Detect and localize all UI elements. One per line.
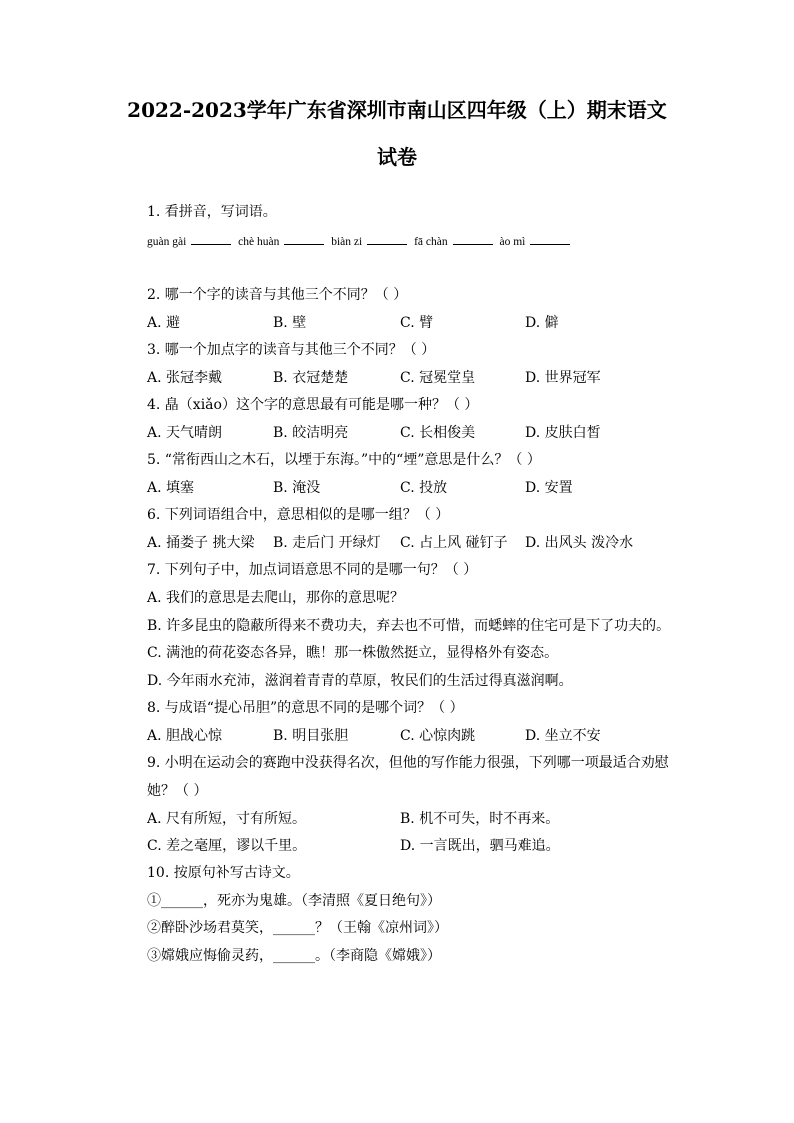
question-4-option-c: C. 长相俊美	[400, 425, 476, 441]
question-7-option-c: C. 满池的荷花姿态各异，瞧！那一株傲然挺立，显得格外有姿态。	[147, 645, 559, 661]
question-7-option-d: D. 今年雨水充沛，滋润着青青的草原，牧民们的生活过得真滋润啊。	[147, 673, 573, 689]
question-7-option-a: A. 我们的意思是去爬山，那你的意思呢？	[147, 590, 405, 606]
answer-blank-2	[284, 232, 324, 245]
question-5-option-c: C. 投放	[400, 480, 448, 496]
question-5-option-a: A. 填塞	[147, 480, 195, 496]
question-2-option-a: A. 避	[147, 315, 181, 331]
question-1-pinyin-row	[147, 232, 574, 252]
question-1-stem: 1. 看拼音，写词语。	[147, 204, 277, 220]
answer-blank-5	[530, 232, 570, 245]
question-8-option-a: A. 胆战心惊	[147, 728, 223, 744]
question-6-option-b: B. 走后门 开绿灯	[273, 535, 381, 551]
question-8-stem: 8. 与成语“提心吊胆”的意思不同的是哪个词？（ ）	[147, 700, 464, 716]
pinyin-2: chè huàn	[238, 236, 280, 248]
question-4-option-b: B. 皎洁明亮	[273, 425, 349, 441]
exam-title-line2: 试卷	[377, 145, 417, 169]
question-2-option-c: C. 臂	[400, 315, 434, 331]
question-8-option-c: C. 心惊肉跳	[400, 728, 476, 744]
question-9-option-d: D. 一言既出，驷马难追。	[400, 838, 560, 854]
question-3-option-b: B. 衣冠楚楚	[273, 370, 349, 386]
question-3-option-d: D. 世界冠军	[525, 370, 601, 386]
question-7-stem: 7. 下列句子中，加点词语意思不同的是哪一句？（ ）	[147, 562, 478, 578]
question-10-item-2: ②醉卧沙场君莫笑，______？（王翰《凉州词》）	[147, 920, 448, 936]
pinyin-3: biàn zi	[331, 236, 363, 248]
question-2-stem: 2. 哪一个字的读音与其他三个不同？（ ）	[147, 287, 408, 303]
question-6-option-d: D. 出风头 泼冷水	[525, 535, 634, 551]
question-8-option-b: B. 明目张胆	[273, 728, 349, 744]
question-9-stem-line1: 9. 小明在运动会的赛跑中没获得名次，但他的写作能力很强，下列哪一项最适合劝慰	[147, 755, 669, 771]
answer-blank-4	[453, 232, 493, 245]
question-6-option-c: C. 占上风 碰钉子	[400, 535, 508, 551]
pinyin-5: ào mì	[499, 236, 526, 248]
question-4-stem: 4. 皛（xiǎo）这个字的意思最有可能是哪一种？（ ）	[147, 397, 479, 413]
pinyin-4: fā chàn	[414, 236, 448, 248]
question-3-option-a: A. 张冠李戴	[147, 370, 223, 386]
pinyin-1: guàn gài	[147, 236, 187, 248]
question-5-stem: 5. “常衔西山之木石，以堙于东海。”中的“堙”意思是什么？（ ）	[147, 452, 541, 468]
question-10-item-1: ①______，死亦为鬼雄。（李清照《夏日绝句》）	[147, 893, 441, 909]
question-9-stem-line2: 她？（ ）	[147, 783, 208, 799]
question-9-option-c: C. 差之毫厘，谬以千里。	[147, 838, 307, 854]
question-5-option-d: D. 安置	[525, 480, 573, 496]
question-4-option-d: D. 皮肤白皙	[525, 425, 601, 441]
answer-blank-1	[191, 232, 231, 245]
question-4-option-a: A. 天气晴朗	[147, 425, 223, 441]
question-10-stem: 10. 按原句补写古诗文。	[147, 865, 300, 881]
exam-title-line1: 2022-2023学年广东省深圳市南山区四年级（上）期末语文	[127, 98, 667, 122]
question-10-item-3: ③嫦娥应悔偷灵药，______。（李商隐《嫦娥》）	[147, 948, 441, 964]
question-8-option-d: D. 坐立不安	[525, 728, 601, 744]
question-7-option-b: B. 许多昆虫的隐蔽所得来不费功夫，弃去也不可惜，而蟋蟀的住宅可是下了功夫的。	[147, 618, 671, 634]
answer-blank-3	[367, 232, 407, 245]
question-9-option-b: B. 机不可失，时不再来。	[400, 811, 560, 827]
question-6-option-a: A. 捅娄子 挑大梁	[147, 535, 255, 551]
question-2-option-d: D. 僻	[525, 315, 559, 331]
question-2-option-b: B. 壁	[273, 315, 307, 331]
question-6-stem: 6. 下列词语组合中，意思相似的是哪一组？（ ）	[147, 507, 450, 523]
question-3-stem: 3. 哪一个加点字的读音与其他三个不同？（ ）	[147, 342, 436, 358]
question-3-option-c: C. 冠冕堂皇	[400, 370, 476, 386]
question-5-option-b: B. 淹没	[273, 480, 321, 496]
question-9-option-a: A. 尺有所短，寸有所短。	[147, 811, 307, 827]
